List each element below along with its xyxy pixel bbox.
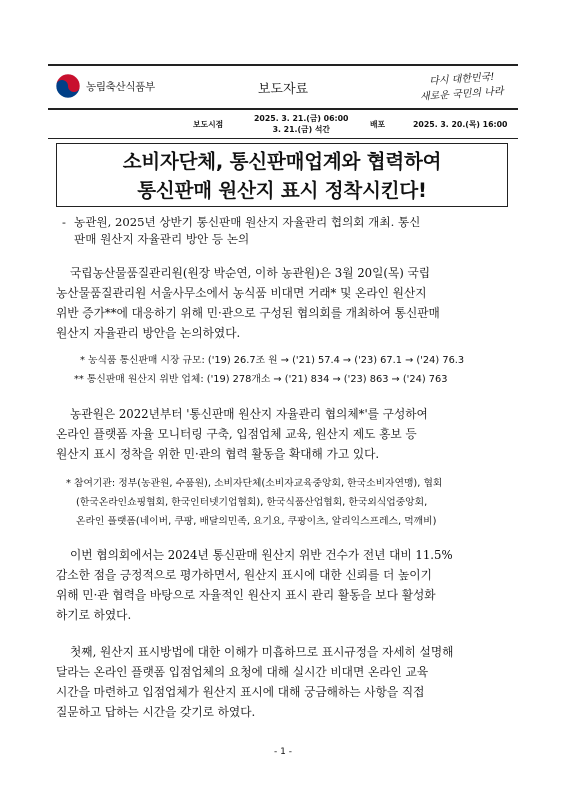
footnote-line: * 농식품 통신판매 시장 규모: ('19) 26.7조 원 → ('21) 57.4 → ('23) 67.1 → ('24) 76.3: [80, 355, 465, 366]
paragraph-2: [56, 404, 512, 464]
subtitle-line-1: 농관원, 2025년 상반기 통신판매 원산지 자율관리 협의회 개최. 통신: [74, 215, 421, 229]
embargo-label: 보도시점: [193, 120, 224, 129]
paragraph-line: 원산지 표시 정착을 위한 민·관의 협력 활동을 확대해 가고 있다.: [56, 447, 380, 461]
ministry-name: 농림축산식품부: [86, 80, 155, 93]
embargo-value-2: 3. 21.(금) 석간: [272, 125, 330, 134]
paragraph-line: 시간을 마련하고 입점업체가 원산지 표시에 대해 궁금해하는 사항을 직접: [56, 685, 425, 699]
paragraph-line: 원산지 자율관리 방안을 논의하였다.: [56, 326, 241, 340]
paragraph-line: 위해 민·관 협력을 바탕으로 자율적인 원산지 표시 관리 활동을 보다 활성화: [56, 588, 436, 602]
paragraph-line: 이번 협의회에서는 2024년 통신판매 원산지 위반 건수가 전년 대비 11.5%: [70, 548, 453, 562]
paragraph-line: 달라는 온라인 플랫폼 입점업체의 요청에 대해 실시간 비대면 온라인 교육: [56, 665, 429, 679]
distribute-value: 2025. 3. 20.(목) 16:00: [413, 120, 508, 129]
headline-line-2: 통신판매 원산지 표시 정착시킨다!: [137, 179, 427, 202]
embargo-value-1: 2025. 3. 21.(금) 06:00: [254, 114, 349, 123]
headline-box: [56, 143, 508, 207]
paragraph-line: 국립농산물품질관리원(원장 박순연, 이하 농관원)은 3월 20일(목) 국립: [70, 266, 431, 280]
release-info-row: [48, 111, 518, 139]
paragraph-line: 농관원은 2022년부터 '통신판매 원산지 자율관리 협의체*'를 구성하여: [70, 407, 428, 421]
paragraph-1: [56, 263, 512, 343]
paragraph-line: 위반 증가**에 대응하기 위해 민·관으로 구성된 협의회를 개최하여 통신판매: [56, 306, 440, 320]
paragraph-line: 질문하고 답하는 시간을 갖기로 하였다.: [56, 705, 256, 719]
embargo-value: [254, 113, 348, 135]
distribute-label: 배포: [370, 120, 386, 129]
paragraph-4: [56, 642, 512, 722]
paragraph-line: 첫째, 원산지 표시방법에 대한 이해가 미흡하므로 표시규정을 자세히 설명해: [70, 645, 454, 659]
subtitle-line-2: 판매 원산지 자율관리 방안 등 논의: [74, 232, 250, 246]
document-type: 보도자료: [257, 82, 309, 97]
svg-text:다시 대한민국!: 다시 대한민국!: [428, 71, 495, 88]
footnotes-2: [66, 474, 442, 531]
svg-text:새로운 국민의 나라: 새로운 국민의 나라: [419, 86, 504, 103]
headline-line-1: 소비자단체, 통신판매업계와 협력하여: [122, 150, 442, 173]
paragraph-line: 온라인 플랫폼 자율 모니터링 구축, 입점업체 교육, 원산지 제도 홍보 등: [56, 427, 417, 441]
page-number: - 1 -: [274, 747, 292, 757]
paragraph-3: [56, 545, 512, 625]
slogan-handwriting: [412, 69, 512, 103]
footnote-line: ** 통신판매 원산지 위반 업체: ('19) 278개소 → ('21) 834 → ('23) 863 → ('24) 763: [74, 374, 448, 385]
paragraph-line: 감소한 점을 긍정적으로 평가하면서, 원산지 표시에 대한 신뢰를 더 높이기: [56, 568, 432, 582]
header-band: [48, 64, 518, 110]
footnote-line: (한국온라인쇼핑협회, 한국인터넷기업협회), 한국식품산업협회, 한국외식업중앙회,: [76, 497, 428, 508]
subtitle-text: [74, 214, 512, 248]
footnote-line: * 참여기관: 정부(농관원, 수품원), 소비자단체(소비자교육중앙회, 한국소비자연맹), 협회: [66, 478, 443, 489]
footnotes-1: [74, 351, 464, 389]
paragraph-line: 농산물품질관리원 서울사무소에서 농식품 비대면 거래* 및 온라인 원산지: [56, 286, 427, 300]
subtitle-dash: -: [62, 215, 66, 229]
footnote-line: 온라인 플랫폼(네이버, 쿠팡, 배달의민족, 요기요, 쿠팡이츠, 알리익스프레스, 먹깨비): [76, 516, 437, 527]
paragraph-line: 하기로 하였다.: [56, 608, 132, 622]
